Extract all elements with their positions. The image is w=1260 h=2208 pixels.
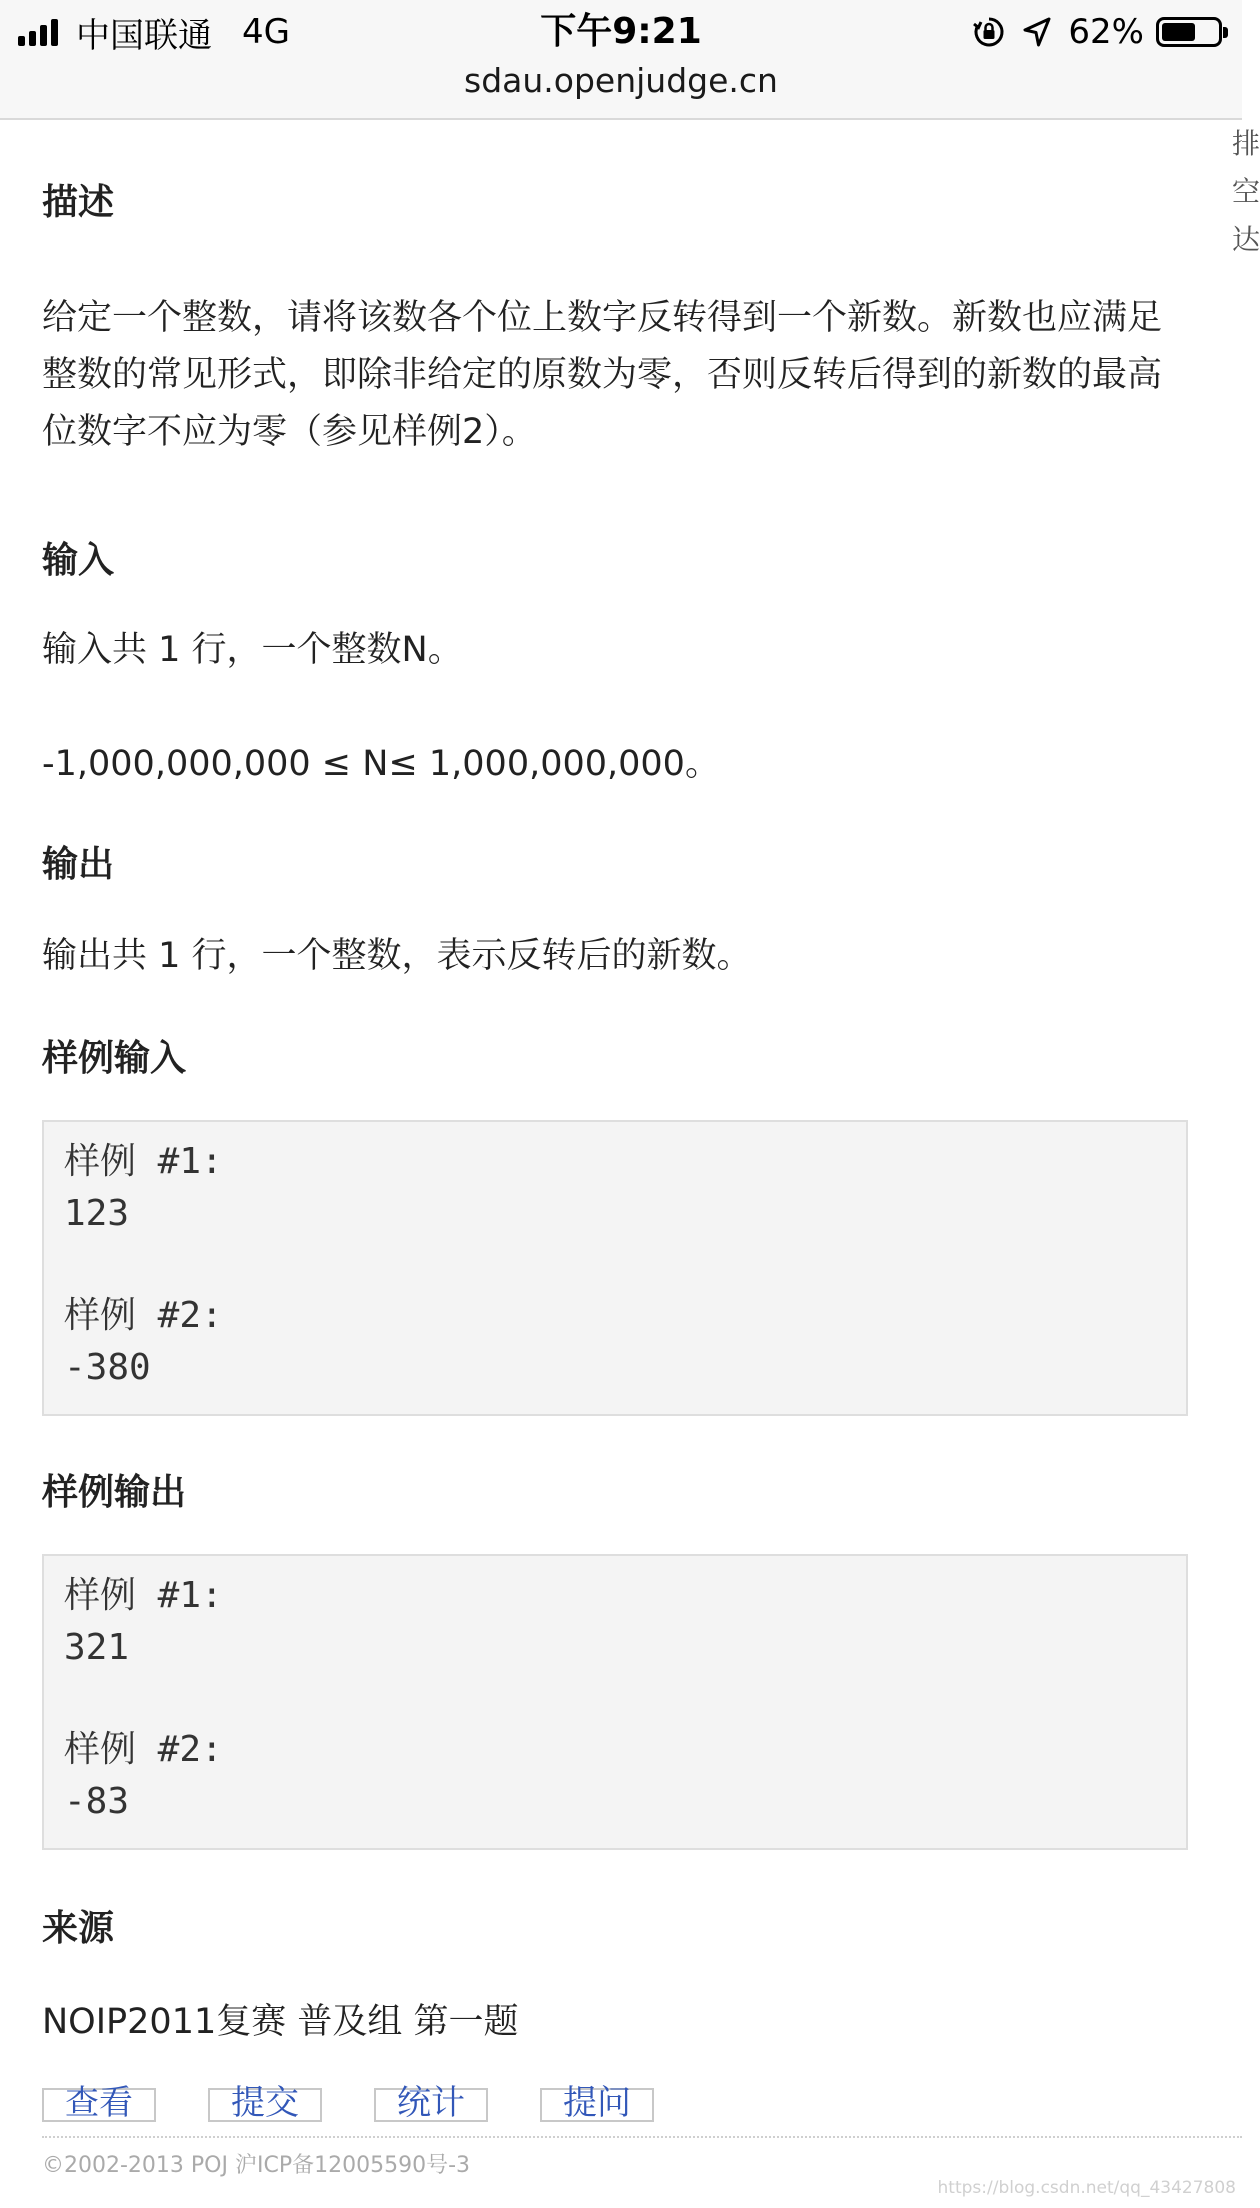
sample-input-box: [42, 1120, 1188, 1416]
sample-label: 样例 #1:: [64, 1141, 223, 1182]
problem-action-bar: [42, 2083, 706, 2123]
footer-copyright: ©2002-2013 POJ 沪ICP备12005590号-3: [42, 2153, 471, 2178]
sample-label: 样例 #2:: [64, 1295, 223, 1336]
battery-icon: [1156, 17, 1222, 47]
sample-output-heading: 样例输出: [42, 1472, 187, 1513]
stats-link[interactable]: 统计: [374, 2088, 488, 2122]
description-heading: 描述: [42, 182, 115, 223]
sample-label: 样例 #1:: [64, 1575, 223, 1616]
status-time: 下午9:21: [540, 11, 702, 52]
sample-output-box: [42, 1554, 1188, 1850]
status-right: [972, 8, 1222, 56]
carrier-name: 中国联通: [76, 15, 212, 56]
sample-value: 123: [64, 1193, 130, 1234]
source-heading: 来源: [42, 1908, 115, 1949]
sample-input-heading: 样例输入: [42, 1038, 187, 1079]
input-heading: 输入: [42, 540, 115, 581]
network-type: 4G: [242, 12, 290, 52]
input-range: -1,000,000,000 ≤ N≤ 1,000,000,000。: [42, 744, 720, 784]
edge-glyph: 空: [1232, 175, 1260, 208]
browser-top-bar: [0, 0, 1242, 120]
output-heading: 输出: [42, 844, 115, 885]
orientation-lock-icon: [972, 15, 1006, 49]
source-text: NOIP2011复赛 普及组 第一题: [42, 2002, 519, 2042]
edge-glyph: 排: [1232, 127, 1260, 160]
submit-link[interactable]: 提交: [208, 2088, 322, 2122]
address-bar-url[interactable]: sdau.openjudge.cn: [464, 61, 778, 100]
csdn-watermark: https://blog.csdn.net/qq_43427808: [937, 2178, 1236, 2198]
footer-divider: [42, 2136, 1242, 2138]
description-text: 给定一个整数，请将该数各个位上数字反转得到一个新数。新数也应满足整数的常见形式，即除非给定的原数为零，否则反转后得到的新数的最高位数字不应为零（参见样例2）。: [42, 298, 1163, 452]
view-link[interactable]: 查看: [42, 2088, 156, 2122]
output-text: 输出共 1 行，一个整数，表示反转后的新数。: [42, 936, 752, 976]
sample-value: -83: [64, 1781, 130, 1822]
location-arrow-icon: [1022, 16, 1052, 48]
input-text: 输入共 1 行，一个整数N。: [42, 630, 463, 670]
battery-percent: 62%: [1068, 12, 1144, 52]
sample-value: 321: [64, 1627, 130, 1668]
battery-level: [1162, 23, 1195, 41]
sample-value: -380: [64, 1347, 151, 1388]
sample-label: 样例 #2:: [64, 1729, 223, 1770]
edge-glyph: 达: [1232, 223, 1260, 256]
ask-link[interactable]: 提问: [540, 2088, 654, 2122]
